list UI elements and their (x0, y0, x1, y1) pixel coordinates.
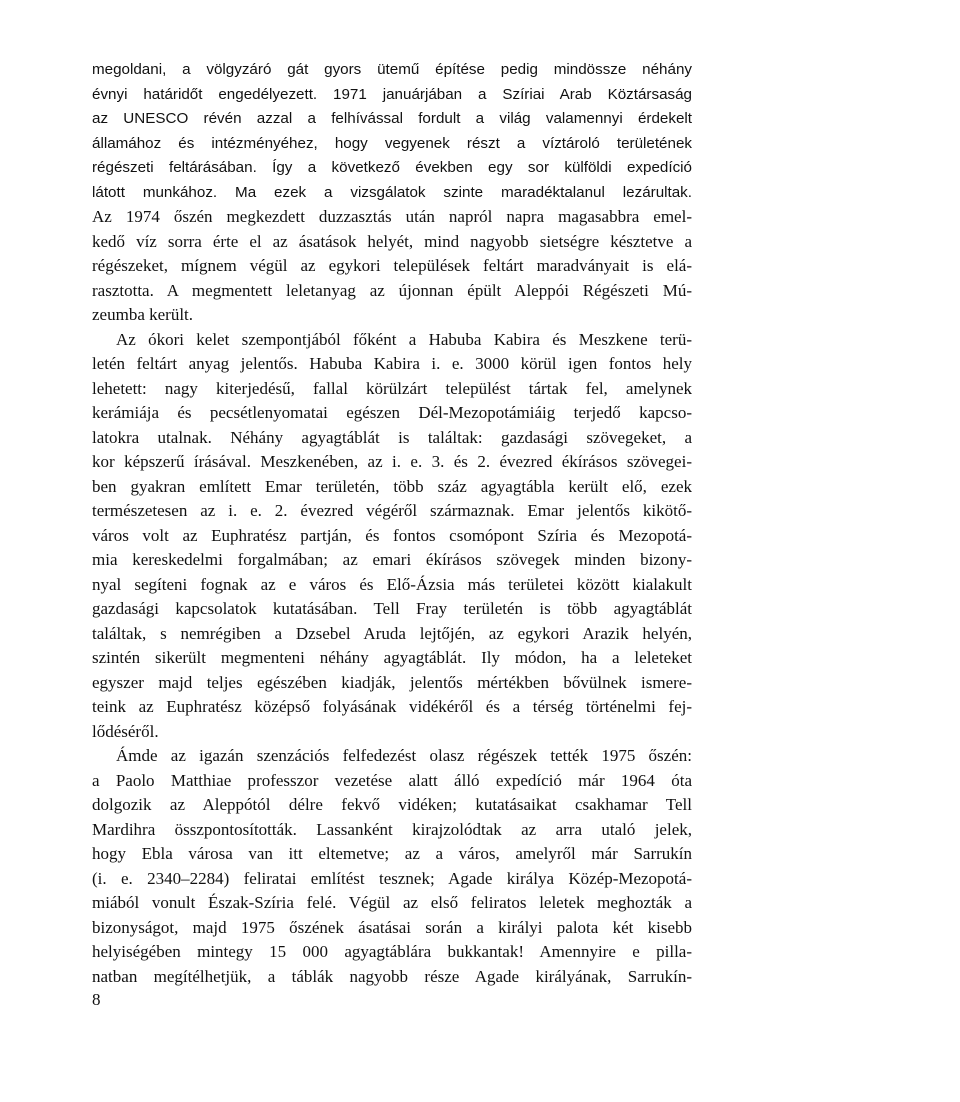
text-line: a Paolo Matthiae professzor vezetése alatt álló expedíció már 1964 óta (92, 770, 692, 790)
text-line: Az 1974 őszén megkezdett duzzasztás után napról napra magasabbra emel- (92, 207, 692, 226)
text-line: latokra utalnak. Néhány agyagtáblát is találtak: gazdasági szövegeket, a (92, 427, 692, 447)
body-text (92, 58, 692, 989)
text-line: gazdasági kapcsolatok kutatásában. Tell Fray területén is több agyagtáblát (92, 599, 692, 618)
text-line: zeumba került. (92, 305, 194, 324)
text-line: teink az Euphratész középső folyásának vidékéről és a térség történelmi fej- (92, 697, 692, 716)
text-line: helyiségében mintegy 15 000 agyagtáblára bukkantak! Amennyire e pilla- (92, 942, 692, 961)
text-line: régészeket, mígnem végül az egykori települések feltárt maradványait is elá- (92, 256, 692, 275)
text-line: évnyi határidőt engedélyezett. 1971 januárjában a Szíriai Arab Köztársaság (92, 85, 692, 103)
text-line: megoldani, a völgyzáró gát gyors ütemű építése pedig mindössze néhány (92, 61, 692, 78)
text-line: natban megítélhetjük, a táblák nagyobb része Agade királyának, Sarrukín- (92, 966, 692, 986)
text-line: rasztotta. A megmentett leletanyag az újonnan épült Aleppói Régészeti Mú- (92, 280, 692, 300)
text-line: (i. e. 2340–2284) feliratai említést tesznek; Agade királya Közép-Mezopotá- (92, 868, 692, 888)
text-line: bizonyságot, majd 1975 őszének ásatásai során a királyi palota két kisebb (92, 917, 692, 937)
text-line: látott munkához. Ma ezek a vizsgálatok szinte maradéktalanul lezárultak. (92, 183, 692, 201)
text-line: szintén sikerült megmenteni néhány agyagtáblát. Ily módon, ha a leleteket (92, 648, 692, 667)
text-line: nyal segíteni fognak az e város és Elő-Ázsia más területei között kialakult (92, 574, 692, 594)
text-line: mia kereskedelmi forgalmában; az emari ékírásos szövegek minden bizony- (92, 550, 692, 569)
text-line: lődéséről. (92, 721, 159, 741)
text-line: dolgozik az Aleppótól délre fekvő vidéken; kutatásaikat csakhamar Tell (92, 795, 692, 814)
text-line: államához és intézményéhez, hogy vegyenek részt a víztároló területének (92, 134, 692, 152)
text-line: Az ókori kelet szempontjából főként a Habuba Kabira és Meszkene terü- (116, 329, 692, 349)
text-line: hogy Ebla városa van itt eltemetve; az a város, amelyről már Sarrukín (92, 844, 692, 863)
text-line: lehetett: nagy kiterjedésű, fallal körülzárt települést tártak fel, amelynek (92, 378, 692, 398)
text-line: az UNESCO révén azzal a felhívással fordult a világ valamennyi érdekelt (92, 110, 692, 127)
text-line: ben gyakran említett Emar területén, több száz agyagtábla került elő, ezek (92, 476, 692, 496)
text-line: régészeti feltárásában. Így a következő években egy sor külföldi expedíció (92, 159, 692, 176)
text-line: letén feltárt anyag jelentős. Habuba Kabira i. e. 3000 körül igen fontos hely (92, 354, 692, 373)
page-number: 8 (92, 990, 101, 1009)
text-line: miából vonult Észak-Szíria felé. Végül az első feliratos leletek meghozták a (92, 893, 692, 912)
text-line: kedő víz sorra érte el az ásatások helyét, mind nagyobb sietségre késztetve a (92, 231, 692, 251)
text-line: egyszer majd teljes egészében kiadják, jelentős mértékben bővülnek ismere- (92, 672, 692, 692)
text-line: kor képszerű írásával. Meszkenében, az i. e. 3. és 2. évezred ékírásos szövegei- (92, 452, 692, 471)
text-line: város volt az Euphratész partján, és fontos csomópont Szíria és Mezopotá- (92, 525, 692, 545)
text-line: Ámde az igazán szenzációs felfedezést olasz régészek tették 1975 őszén: (116, 746, 692, 765)
text-line: természetesen az i. e. 2. évezred végéről származnak. Emar jelentős kikötő- (92, 501, 692, 520)
text-line: kerámiája és pecsétlenyomatai egészen Dél-Mezopotámiáig terjedő kapcso- (92, 403, 692, 422)
text-line: Mardihra összpontosították. Lassanként kirajzolódtak az arra utaló jelek, (92, 819, 692, 839)
text-line: találtak, s nemrégiben a Dzsebel Aruda lejtőjén, az egykori Arazik helyén, (92, 623, 692, 643)
